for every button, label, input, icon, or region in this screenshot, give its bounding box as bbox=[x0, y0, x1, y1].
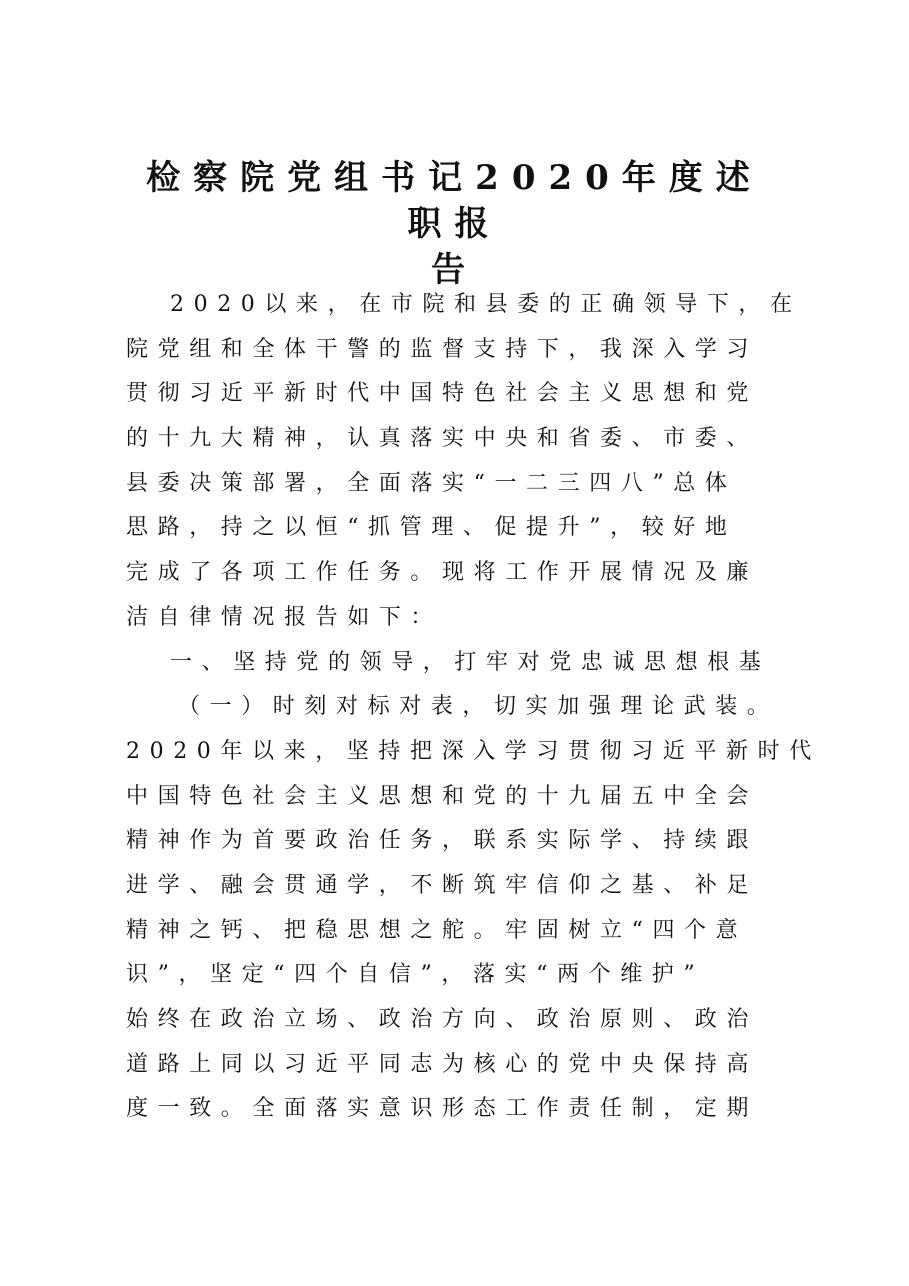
paragraph-line: 进学、融会贯通学，不断筑牢信仰之基、补足 bbox=[126, 872, 759, 898]
paragraph-line: 2020年以来，坚持把深入学习贯彻习近平新时代 bbox=[126, 738, 821, 764]
paragraph-line: 完成了各项工作任务。现将工作开展情况及廉 bbox=[126, 560, 759, 586]
paragraph-line: 院党组和全体干警的监督支持下，我深入学习 bbox=[126, 336, 759, 362]
paragraph-line: 精神之钙、把稳思想之舵。牢固树立“四个意 bbox=[126, 917, 748, 943]
paragraph-line: 洁自律情况报告如下： bbox=[126, 604, 443, 630]
paragraph-line: 思路，持之以恒“抓管理、促提升”，较好地 bbox=[126, 515, 737, 541]
document-title bbox=[124, 155, 785, 293]
section-heading: 一、坚持党的领导，打牢对党忠诚思想根基 bbox=[170, 649, 771, 675]
paragraph-line: 县委决策部署，全面落实“一二三四八”总体 bbox=[126, 470, 737, 496]
paragraph-line: 识”，坚定“四个自信”，落实“两个维护” bbox=[126, 962, 705, 988]
title-line-1: 检察院党组书记2020年度述职报 bbox=[146, 158, 763, 244]
paragraph-line: 贯彻习近平新时代中国特色社会主义思想和党 bbox=[126, 381, 759, 407]
document-body bbox=[126, 283, 821, 1132]
title-line-2: 告 bbox=[431, 250, 478, 290]
paragraph-line: 道路上同以习近平同志为核心的党中央保持高 bbox=[126, 1051, 759, 1077]
paragraph-line: 始终在政治立场、政治方向、政治原则、政治 bbox=[126, 1007, 759, 1032]
paragraph-line: 2020以来，在市院和县委的正确领导下，在 bbox=[170, 292, 802, 317]
subsection-heading: （一）时刻对标对表，切实加强理论武装。 bbox=[178, 694, 779, 720]
paragraph-line: 精神作为首要政治任务，联系实际学、持续跟 bbox=[126, 828, 759, 854]
paragraph-line: 的十九大精神，认真落实中央和省委、市委、 bbox=[126, 426, 759, 452]
paragraph-line: 中国特色社会主义思想和党的十九届五中全会 bbox=[126, 783, 759, 809]
paragraph-line: 度一致。全面落实意识形态工作责任制，定期 bbox=[126, 1096, 759, 1122]
